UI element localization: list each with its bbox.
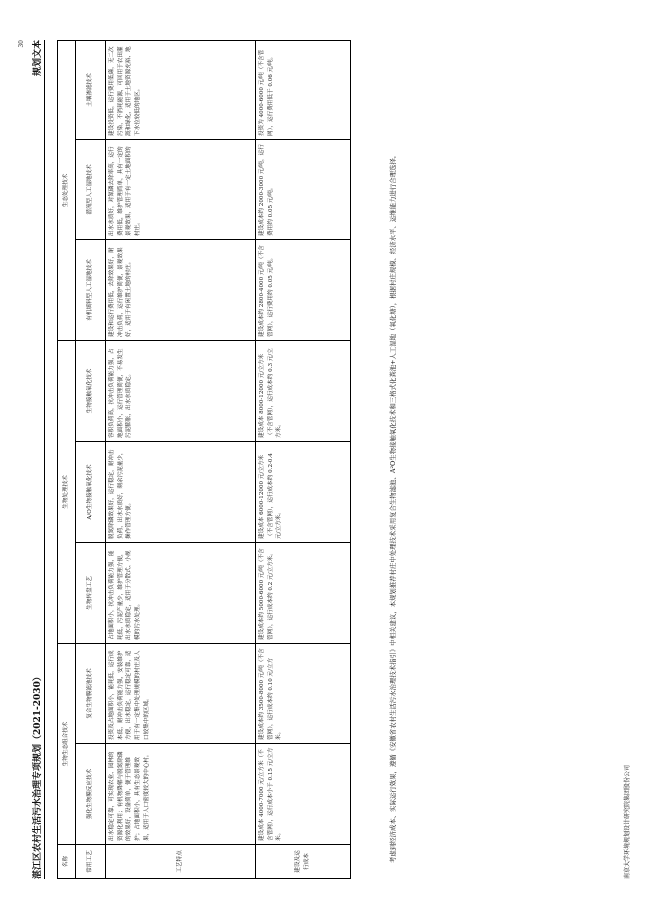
features-cell: 建设投资低，运行费用低廉，无二次污染，不消耗能源，可回用于农田灌溉和绿化，适用于土地资源充裕、地下水位较低的地区。 xyxy=(106,40,256,139)
page-number: 30 xyxy=(18,40,25,48)
technology-comparison-table xyxy=(57,40,351,879)
features-cell: 投资及占地面积小，能耗低，运行成本低，耐冲击负荷能力强，安装维护方便，出水稳定，运行稳定可靠，适用于有一定集中处理规模的村庄及人口较集中的区域。 xyxy=(106,643,256,743)
cost-cell: 建设成本约 3500-8000 元/吨（不含管网），运行成本约 0.10 元/立方米。 xyxy=(256,643,351,743)
document-type-label: 规划文本 xyxy=(33,40,43,77)
cost-cell: 建设成本 6000-12000 元/立方米（不含管网），运行成本约 0.2-0.4 元/立方米。 xyxy=(256,441,351,542)
group-header-eco: 生态处理技术 xyxy=(58,40,76,340)
features-cell: 占地面积小，抗冲击负荷能力强，能耗低，污泥产量少，维护管理方便，出水水质稳定，适用于分散式、小规模的污水处理。 xyxy=(106,542,256,643)
features-cell: 出水稳定可靠，可实现农业、园林的资源化利用；有机物降解与脱氮除磷的效果好，设备简单，便于管理维护；占地面积小，具有生态景观效果，适用于人口密度较大的中心村。 xyxy=(106,744,256,845)
column-header: 土壤渗滤技术 xyxy=(76,40,106,139)
column-header: 复合生物膜滤池技术 xyxy=(76,643,106,743)
column-header: 强化生物膜反应技术 xyxy=(76,744,106,845)
features-cell: 建设和运行费用低，去除效果好，耐冲击负荷，运行维护简便，景观效果好，适用于有闲置土地的村庄。 xyxy=(106,239,256,340)
features-cell: 容积负荷高，抗冲击负荷能力强，占地面积小，运行管理简便，不易发生污泥膨胀，出水水质稳定。 xyxy=(106,340,256,441)
body-paragraph: 考虑到经济成本、实际运行效果，遵循《安徽省农村生活污水治理技术指引》中相关建议，本规划推荐村庄中处理技术采用复合生物滤池、A²O生物接触氧化技术和三格式化粪池+人工湿地（氧化塘），根据村庄规模、经济水平、运维能力进行合理选择。 xyxy=(389,151,397,863)
cost-cell: 建设成本约 2000-3000 元/吨，运行费用约 0.05 元/吨。 xyxy=(256,139,351,239)
name-header: 名称 xyxy=(58,845,76,879)
column-header: 生物转盘工艺 xyxy=(76,542,106,643)
column-header: 有机填料型人工湿地技术 xyxy=(76,239,106,340)
document-title: 湛江区农村生活污水治理专项规划（2021-2030） xyxy=(33,672,43,879)
footer-organization: 南京大学环境规划设计研究院集团股份公司 xyxy=(624,764,631,879)
column-header: 潜流型人工湿地技术 xyxy=(76,139,106,239)
cost-cell: 建设成本 4000-7000 元/立方米（不含管网），运行成本小于 0.15 元/立方米。 xyxy=(256,744,351,845)
column-header: A/O生物接触氧化技术 xyxy=(76,441,106,542)
row-label-process: 常用工艺 xyxy=(76,845,106,879)
features-cell: 出水水质好，对氮磷去除率高，运行费用低，维护管理简单，具有一定的景观效果，适用于有一定土地面积的村庄。 xyxy=(106,139,256,239)
cost-cell: 建设成本 8000-12000 元/立方米（不含管网），运行成本约 0.3 元/立方米。 xyxy=(256,340,351,441)
cost-cell: 投资为 4000-6000 元/吨（不含管网），运行费用低于 0.06 元/吨。 xyxy=(256,40,351,139)
group-header-bio: 生物处理技术 xyxy=(58,340,76,643)
column-header: 生物接触氧化技术 xyxy=(76,340,106,441)
group-header-bio-eco: 生物生态组合技术 xyxy=(58,643,76,844)
cost-cell: 建设成本约 5000-6000 元/吨（不含管网），运行成本约 0.2 元/立方米。 xyxy=(256,542,351,643)
header-rule xyxy=(44,40,45,879)
features-cell: 脱氮除磷效果好，运行稳定，耐冲击负荷，出水水质好，剩余污泥量少，操作管理方便。 xyxy=(106,441,256,542)
row-label-features: 工艺特点 xyxy=(106,845,256,879)
row-label-cost: 建设及运行成本 xyxy=(256,845,351,879)
cost-cell: 建设成本约 2800-4000 元/吨（不含管网），运行费用约 0.05 元/吨。 xyxy=(256,239,351,340)
